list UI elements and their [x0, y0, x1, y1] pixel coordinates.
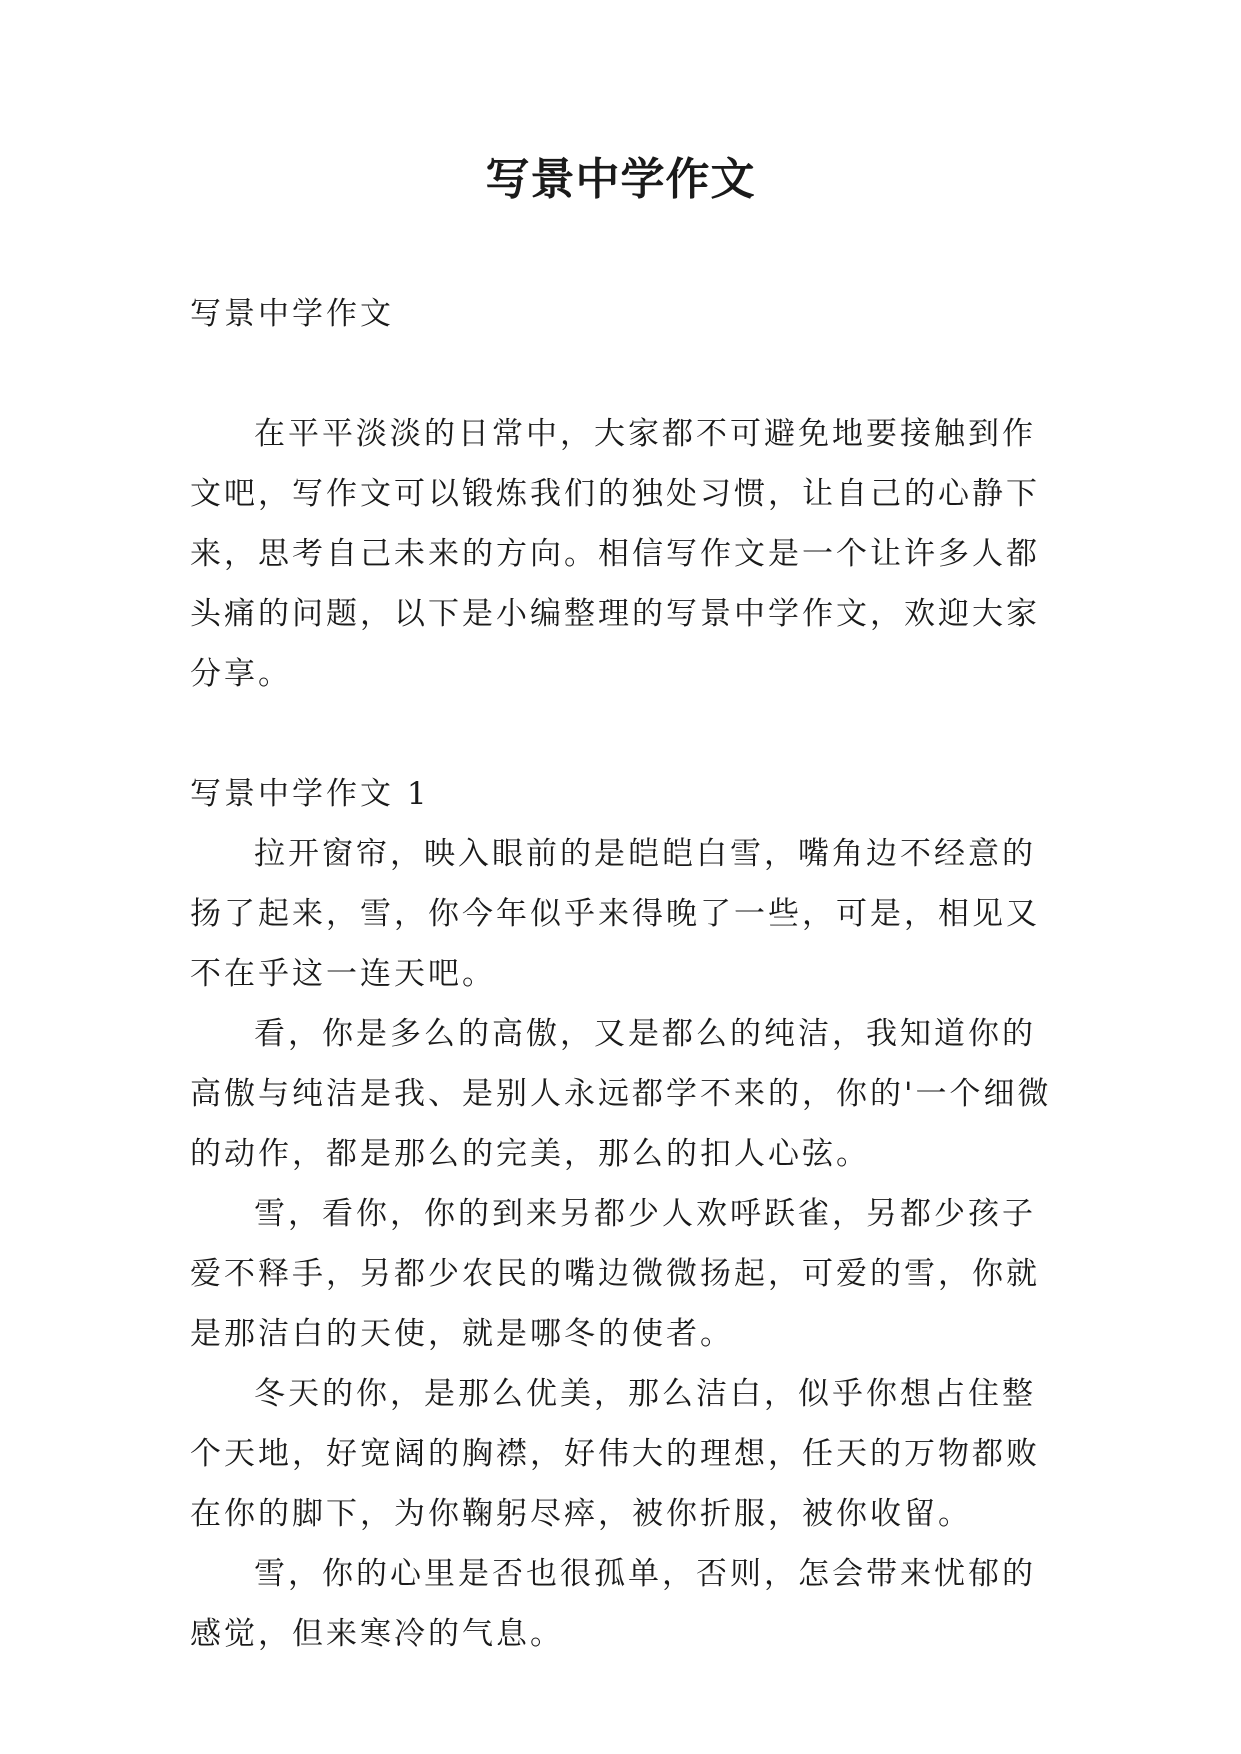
- section-heading: 写景中学作文 1: [190, 776, 430, 812]
- body-paragraph-5: 雪，你的心里是否也很孤单，否则，怎会带来忧郁的感觉，但来寒冷的气息。: [190, 1556, 1036, 1652]
- document-title: 写景中学作文: [485, 154, 756, 205]
- body-paragraph-3: 雪，看你，你的到来另都少人欢呼跃雀，另都少孩子爱不释手，另都少农民的嘴边微微扬起，可爱的雪，你就是那洁白的天使，就是哪冬的使者。: [190, 1196, 1040, 1352]
- body-paragraph-1: 拉开窗帘，映入眼前的是皑皑白雪，嘴角边不经意的扬了起来，雪，你今年似乎来得晚了一些，可是，相见又不在乎这一连天吧。: [190, 836, 1040, 992]
- document-body: [190, 284, 1060, 1664]
- body-paragraph-4: 冬天的你，是那么优美，那么洁白，似乎你想占住整个天地，好宽阔的胸襟，好伟大的理想，任天的万物都败在你的脚下，为你鞠躬尽瘁，被你折服，被你收留。: [190, 1376, 1040, 1532]
- body-paragraph-2: 看，你是多么的高傲，又是都么的纯洁，我知道你的高傲与纯洁是我、是别人永远都学不来的，你的'一个细微的动作，都是那么的完美，那么的扣人心弦。: [190, 1016, 1052, 1172]
- intro-paragraph: 在平平淡淡的日常中，大家都不可避免地要接触到作文吧，写作文可以锻炼我们的独处习惯，让自己的心静下来，思考自己未来的方向。相信写作文是一个让许多人都头痛的问题，以下是小编整理的写景中学作文，欢迎大家分享。: [190, 416, 1040, 692]
- document-subtitle: 写景中学作文: [190, 296, 394, 332]
